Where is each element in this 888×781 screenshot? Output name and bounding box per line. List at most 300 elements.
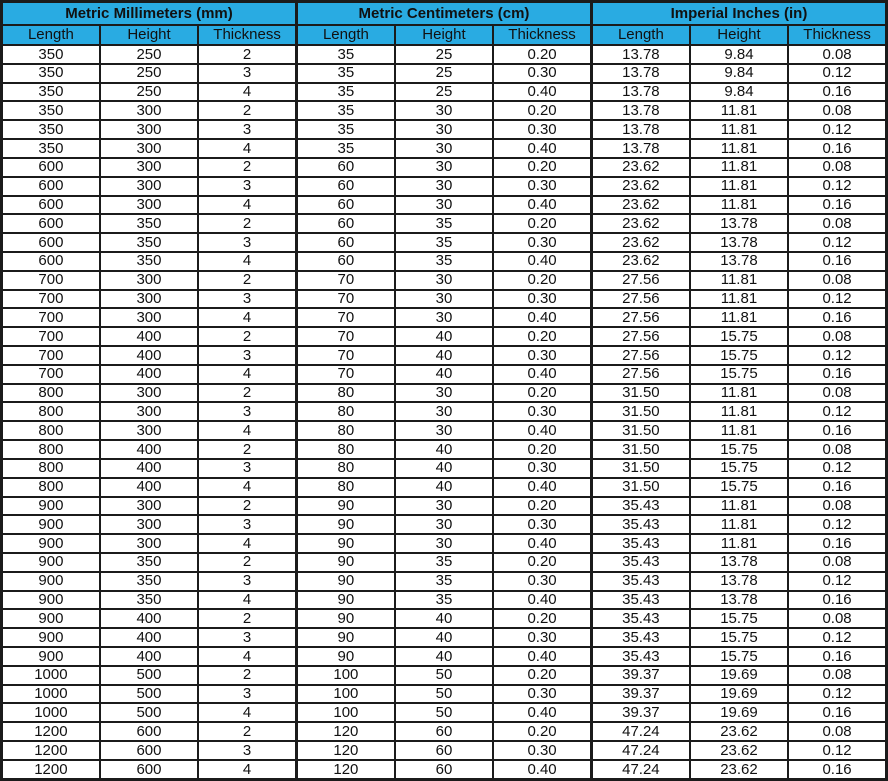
cell: 35.43 bbox=[591, 534, 689, 553]
cell: 300 bbox=[100, 177, 198, 196]
cell: 3 bbox=[198, 515, 296, 534]
table-row bbox=[2, 402, 887, 421]
cell: 70 bbox=[296, 290, 394, 309]
cell: 400 bbox=[100, 327, 198, 346]
cell: 13.78 bbox=[591, 139, 689, 158]
table-row bbox=[2, 741, 887, 760]
cell: 700 bbox=[2, 290, 100, 309]
cell: 13.78 bbox=[690, 252, 788, 271]
cell: 4 bbox=[198, 421, 296, 440]
cell: 600 bbox=[2, 158, 100, 177]
cell: 23.62 bbox=[591, 158, 689, 177]
cell: 0.08 bbox=[788, 722, 886, 741]
cell: 350 bbox=[2, 64, 100, 83]
cell: 300 bbox=[100, 290, 198, 309]
cell: 900 bbox=[2, 553, 100, 572]
cell: 30 bbox=[395, 196, 493, 215]
cell: 13.78 bbox=[591, 120, 689, 139]
cell: 90 bbox=[296, 515, 394, 534]
cell: 600 bbox=[2, 233, 100, 252]
cell: 39.37 bbox=[591, 685, 689, 704]
cell: 47.24 bbox=[591, 760, 689, 780]
cell: 0.08 bbox=[788, 327, 886, 346]
cell: 0.40 bbox=[493, 534, 591, 553]
col-header-in-length: Length bbox=[591, 25, 689, 45]
cell: 80 bbox=[296, 421, 394, 440]
cell: 0.40 bbox=[493, 591, 591, 610]
cell: 15.75 bbox=[690, 609, 788, 628]
cell: 100 bbox=[296, 703, 394, 722]
table-row bbox=[2, 666, 887, 685]
column-header-row bbox=[2, 25, 887, 45]
cell: 600 bbox=[100, 722, 198, 741]
cell: 3 bbox=[198, 402, 296, 421]
cell: 0.20 bbox=[493, 384, 591, 403]
col-header-cm-thickness: Thickness bbox=[493, 25, 591, 45]
cell: 0.30 bbox=[493, 290, 591, 309]
cell: 1000 bbox=[2, 703, 100, 722]
cell: 700 bbox=[2, 346, 100, 365]
table-body bbox=[2, 45, 887, 780]
cell: 35 bbox=[296, 45, 394, 64]
cell: 300 bbox=[100, 497, 198, 516]
cell: 80 bbox=[296, 478, 394, 497]
cell: 27.56 bbox=[591, 308, 689, 327]
cell: 9.84 bbox=[690, 64, 788, 83]
cell: 27.56 bbox=[591, 271, 689, 290]
cell: 500 bbox=[100, 666, 198, 685]
cell: 13.78 bbox=[591, 83, 689, 102]
table-row bbox=[2, 440, 887, 459]
table-row bbox=[2, 120, 887, 139]
cell: 0.16 bbox=[788, 703, 886, 722]
cell: 31.50 bbox=[591, 459, 689, 478]
cell: 35 bbox=[395, 233, 493, 252]
cell: 90 bbox=[296, 591, 394, 610]
cell: 31.50 bbox=[591, 478, 689, 497]
cell: 15.75 bbox=[690, 628, 788, 647]
table-row bbox=[2, 647, 887, 666]
cell: 3 bbox=[198, 120, 296, 139]
cell: 80 bbox=[296, 384, 394, 403]
cell: 60 bbox=[395, 722, 493, 741]
cell: 2 bbox=[198, 327, 296, 346]
cell: 40 bbox=[395, 478, 493, 497]
cell: 300 bbox=[100, 384, 198, 403]
cell: 350 bbox=[100, 553, 198, 572]
cell: 250 bbox=[100, 45, 198, 64]
cell: 350 bbox=[100, 214, 198, 233]
group-title-mm: Metric Millimeters (mm) bbox=[2, 2, 297, 26]
table-row bbox=[2, 158, 887, 177]
cell: 30 bbox=[395, 158, 493, 177]
cell: 0.20 bbox=[493, 440, 591, 459]
cell: 47.24 bbox=[591, 741, 689, 760]
cell: 35.43 bbox=[591, 609, 689, 628]
cell: 70 bbox=[296, 308, 394, 327]
cell: 0.16 bbox=[788, 308, 886, 327]
cell: 23.62 bbox=[690, 760, 788, 780]
cell: 0.40 bbox=[493, 478, 591, 497]
cell: 40 bbox=[395, 647, 493, 666]
col-header-cm-length: Length bbox=[296, 25, 394, 45]
table-row bbox=[2, 252, 887, 271]
table-row bbox=[2, 101, 887, 120]
cell: 800 bbox=[2, 384, 100, 403]
cell: 0.30 bbox=[493, 120, 591, 139]
cell: 0.20 bbox=[493, 101, 591, 120]
cell: 400 bbox=[100, 609, 198, 628]
cell: 13.78 bbox=[591, 45, 689, 64]
cell: 35 bbox=[296, 101, 394, 120]
cell: 800 bbox=[2, 478, 100, 497]
cell: 13.78 bbox=[690, 572, 788, 591]
cell: 35.43 bbox=[591, 497, 689, 516]
group-title-row bbox=[2, 2, 887, 26]
group-title-in: Imperial Inches (in) bbox=[591, 2, 886, 26]
cell: 4 bbox=[198, 647, 296, 666]
cell: 27.56 bbox=[591, 290, 689, 309]
cell: 30 bbox=[395, 534, 493, 553]
cell: 40 bbox=[395, 440, 493, 459]
cell: 500 bbox=[100, 685, 198, 704]
cell: 27.56 bbox=[591, 365, 689, 384]
cell: 2 bbox=[198, 722, 296, 741]
cell: 800 bbox=[2, 440, 100, 459]
cell: 40 bbox=[395, 365, 493, 384]
cell: 13.78 bbox=[690, 233, 788, 252]
cell: 0.08 bbox=[788, 384, 886, 403]
cell: 0.40 bbox=[493, 760, 591, 780]
cell: 31.50 bbox=[591, 402, 689, 421]
cell: 300 bbox=[100, 421, 198, 440]
table-row bbox=[2, 196, 887, 215]
cell: 2 bbox=[198, 271, 296, 290]
cell: 0.16 bbox=[788, 421, 886, 440]
cell: 90 bbox=[296, 572, 394, 591]
cell: 1000 bbox=[2, 685, 100, 704]
cell: 120 bbox=[296, 741, 394, 760]
cell: 3 bbox=[198, 64, 296, 83]
cell: 0.20 bbox=[493, 327, 591, 346]
cell: 50 bbox=[395, 685, 493, 704]
cell: 350 bbox=[100, 572, 198, 591]
cell: 3 bbox=[198, 290, 296, 309]
table-row bbox=[2, 628, 887, 647]
cell: 0.12 bbox=[788, 346, 886, 365]
cell: 70 bbox=[296, 271, 394, 290]
table-row bbox=[2, 214, 887, 233]
table-row bbox=[2, 459, 887, 478]
cell: 2 bbox=[198, 666, 296, 685]
table-row bbox=[2, 760, 887, 780]
cell: 30 bbox=[395, 402, 493, 421]
cell: 400 bbox=[100, 478, 198, 497]
cell: 35 bbox=[395, 572, 493, 591]
cell: 600 bbox=[2, 252, 100, 271]
cell: 70 bbox=[296, 327, 394, 346]
cell: 40 bbox=[395, 459, 493, 478]
cell: 300 bbox=[100, 120, 198, 139]
cell: 35.43 bbox=[591, 628, 689, 647]
cell: 19.69 bbox=[690, 666, 788, 685]
cell: 11.81 bbox=[690, 177, 788, 196]
cell: 25 bbox=[395, 64, 493, 83]
cell: 3 bbox=[198, 346, 296, 365]
cell: 11.81 bbox=[690, 290, 788, 309]
cell: 11.81 bbox=[690, 515, 788, 534]
cell: 13.78 bbox=[591, 101, 689, 120]
table-row bbox=[2, 271, 887, 290]
cell: 700 bbox=[2, 271, 100, 290]
cell: 11.81 bbox=[690, 384, 788, 403]
cell: 0.08 bbox=[788, 666, 886, 685]
cell: 1200 bbox=[2, 760, 100, 780]
cell: 0.20 bbox=[493, 271, 591, 290]
table-row bbox=[2, 609, 887, 628]
cell: 0.16 bbox=[788, 478, 886, 497]
cell: 120 bbox=[296, 722, 394, 741]
col-header-mm-thickness: Thickness bbox=[198, 25, 296, 45]
cell: 80 bbox=[296, 402, 394, 421]
cell: 35 bbox=[395, 214, 493, 233]
cell: 11.81 bbox=[690, 139, 788, 158]
cell: 0.40 bbox=[493, 703, 591, 722]
cell: 11.81 bbox=[690, 101, 788, 120]
cell: 30 bbox=[395, 308, 493, 327]
cell: 23.62 bbox=[591, 196, 689, 215]
cell: 100 bbox=[296, 666, 394, 685]
cell: 31.50 bbox=[591, 421, 689, 440]
cell: 0.12 bbox=[788, 628, 886, 647]
cell: 350 bbox=[100, 252, 198, 271]
cell: 0.12 bbox=[788, 233, 886, 252]
cell: 0.16 bbox=[788, 252, 886, 271]
cell: 0.30 bbox=[493, 741, 591, 760]
table-row bbox=[2, 327, 887, 346]
cell: 90 bbox=[296, 497, 394, 516]
cell: 13.78 bbox=[591, 64, 689, 83]
cell: 30 bbox=[395, 271, 493, 290]
cell: 0.16 bbox=[788, 647, 886, 666]
cell: 400 bbox=[100, 628, 198, 647]
cell: 23.62 bbox=[690, 722, 788, 741]
cell: 19.69 bbox=[690, 703, 788, 722]
cell: 23.62 bbox=[591, 233, 689, 252]
cell: 0.12 bbox=[788, 459, 886, 478]
cell: 900 bbox=[2, 572, 100, 591]
cell: 0.40 bbox=[493, 252, 591, 271]
cell: 35 bbox=[395, 252, 493, 271]
cell: 2 bbox=[198, 609, 296, 628]
cell: 0.16 bbox=[788, 139, 886, 158]
cell: 0.40 bbox=[493, 421, 591, 440]
group-title-cm: Metric Centimeters (cm) bbox=[296, 2, 591, 26]
cell: 35 bbox=[296, 139, 394, 158]
cell: 350 bbox=[2, 101, 100, 120]
cell: 35.43 bbox=[591, 591, 689, 610]
cell: 30 bbox=[395, 515, 493, 534]
cell: 0.20 bbox=[493, 214, 591, 233]
cell: 11.81 bbox=[690, 497, 788, 516]
cell: 0.40 bbox=[493, 196, 591, 215]
cell: 2 bbox=[198, 553, 296, 572]
cell: 0.16 bbox=[788, 760, 886, 780]
cell: 31.50 bbox=[591, 384, 689, 403]
cell: 4 bbox=[198, 308, 296, 327]
cell: 25 bbox=[395, 83, 493, 102]
cell: 0.20 bbox=[493, 45, 591, 64]
cell: 350 bbox=[2, 83, 100, 102]
cell: 0.30 bbox=[493, 572, 591, 591]
cell: 30 bbox=[395, 421, 493, 440]
cell: 300 bbox=[100, 402, 198, 421]
cell: 0.20 bbox=[493, 553, 591, 572]
cell: 3 bbox=[198, 233, 296, 252]
cell: 300 bbox=[100, 271, 198, 290]
table-row bbox=[2, 515, 887, 534]
table-row bbox=[2, 685, 887, 704]
cell: 0.20 bbox=[493, 722, 591, 741]
table-row bbox=[2, 553, 887, 572]
cell: 13.78 bbox=[690, 553, 788, 572]
cell: 300 bbox=[100, 196, 198, 215]
cell: 4 bbox=[198, 760, 296, 780]
cell: 0.12 bbox=[788, 402, 886, 421]
cell: 50 bbox=[395, 703, 493, 722]
cell: 15.75 bbox=[690, 440, 788, 459]
table-row bbox=[2, 703, 887, 722]
cell: 2 bbox=[198, 384, 296, 403]
cell: 900 bbox=[2, 647, 100, 666]
cell: 40 bbox=[395, 628, 493, 647]
cell: 39.37 bbox=[591, 703, 689, 722]
cell: 0.12 bbox=[788, 120, 886, 139]
cell: 15.75 bbox=[690, 647, 788, 666]
cell: 4 bbox=[198, 591, 296, 610]
cell: 30 bbox=[395, 384, 493, 403]
cell: 30 bbox=[395, 290, 493, 309]
cell: 600 bbox=[100, 741, 198, 760]
table-row bbox=[2, 139, 887, 158]
cell: 1200 bbox=[2, 741, 100, 760]
cell: 0.12 bbox=[788, 177, 886, 196]
cell: 900 bbox=[2, 534, 100, 553]
cell: 4 bbox=[198, 139, 296, 158]
cell: 0.30 bbox=[493, 628, 591, 647]
cell: 4 bbox=[198, 703, 296, 722]
cell: 30 bbox=[395, 497, 493, 516]
table-row bbox=[2, 478, 887, 497]
cell: 400 bbox=[100, 346, 198, 365]
table-row bbox=[2, 177, 887, 196]
cell: 11.81 bbox=[690, 534, 788, 553]
cell: 700 bbox=[2, 365, 100, 384]
cell: 60 bbox=[296, 177, 394, 196]
cell: 3 bbox=[198, 572, 296, 591]
col-header-mm-length: Length bbox=[2, 25, 100, 45]
cell: 4 bbox=[198, 252, 296, 271]
cell: 0.40 bbox=[493, 83, 591, 102]
cell: 0.16 bbox=[788, 196, 886, 215]
cell: 90 bbox=[296, 609, 394, 628]
cell: 60 bbox=[395, 741, 493, 760]
cell: 0.30 bbox=[493, 64, 591, 83]
cell: 4 bbox=[198, 365, 296, 384]
cell: 13.78 bbox=[690, 591, 788, 610]
cell: 4 bbox=[198, 196, 296, 215]
cell: 3 bbox=[198, 177, 296, 196]
table-row bbox=[2, 497, 887, 516]
cell: 90 bbox=[296, 534, 394, 553]
table-row bbox=[2, 534, 887, 553]
cell: 600 bbox=[2, 177, 100, 196]
cell: 60 bbox=[296, 214, 394, 233]
cell: 39.37 bbox=[591, 666, 689, 685]
cell: 25 bbox=[395, 45, 493, 64]
cell: 0.08 bbox=[788, 158, 886, 177]
cell: 35 bbox=[395, 591, 493, 610]
cell: 0.12 bbox=[788, 515, 886, 534]
cell: 0.16 bbox=[788, 365, 886, 384]
cell: 40 bbox=[395, 346, 493, 365]
cell: 0.30 bbox=[493, 685, 591, 704]
cell: 11.81 bbox=[690, 308, 788, 327]
cell: 15.75 bbox=[690, 459, 788, 478]
cell: 0.12 bbox=[788, 741, 886, 760]
table-row bbox=[2, 83, 887, 102]
cell: 0.08 bbox=[788, 553, 886, 572]
table-row bbox=[2, 384, 887, 403]
cell: 4 bbox=[198, 83, 296, 102]
cell: 2 bbox=[198, 214, 296, 233]
cell: 15.75 bbox=[690, 478, 788, 497]
cell: 500 bbox=[100, 703, 198, 722]
cell: 9.84 bbox=[690, 83, 788, 102]
cell: 2 bbox=[198, 101, 296, 120]
cell: 0.08 bbox=[788, 101, 886, 120]
cell: 600 bbox=[2, 214, 100, 233]
cell: 900 bbox=[2, 591, 100, 610]
cell: 0.30 bbox=[493, 177, 591, 196]
table-row bbox=[2, 421, 887, 440]
cell: 1200 bbox=[2, 722, 100, 741]
col-header-mm-height: Height bbox=[100, 25, 198, 45]
cell: 0.30 bbox=[493, 459, 591, 478]
cell: 300 bbox=[100, 158, 198, 177]
cell: 0.08 bbox=[788, 497, 886, 516]
cell: 35.43 bbox=[591, 553, 689, 572]
cell: 900 bbox=[2, 609, 100, 628]
cell: 2 bbox=[198, 497, 296, 516]
cell: 350 bbox=[2, 139, 100, 158]
cell: 70 bbox=[296, 346, 394, 365]
cell: 350 bbox=[2, 120, 100, 139]
cell: 350 bbox=[100, 591, 198, 610]
cell: 23.62 bbox=[591, 252, 689, 271]
cell: 27.56 bbox=[591, 327, 689, 346]
cell: 35 bbox=[296, 120, 394, 139]
cell: 0.12 bbox=[788, 685, 886, 704]
cell: 250 bbox=[100, 83, 198, 102]
table-row bbox=[2, 722, 887, 741]
cell: 11.81 bbox=[690, 120, 788, 139]
cell: 0.20 bbox=[493, 609, 591, 628]
cell: 35 bbox=[296, 83, 394, 102]
cell: 0.08 bbox=[788, 609, 886, 628]
cell: 4 bbox=[198, 478, 296, 497]
cell: 0.20 bbox=[493, 158, 591, 177]
